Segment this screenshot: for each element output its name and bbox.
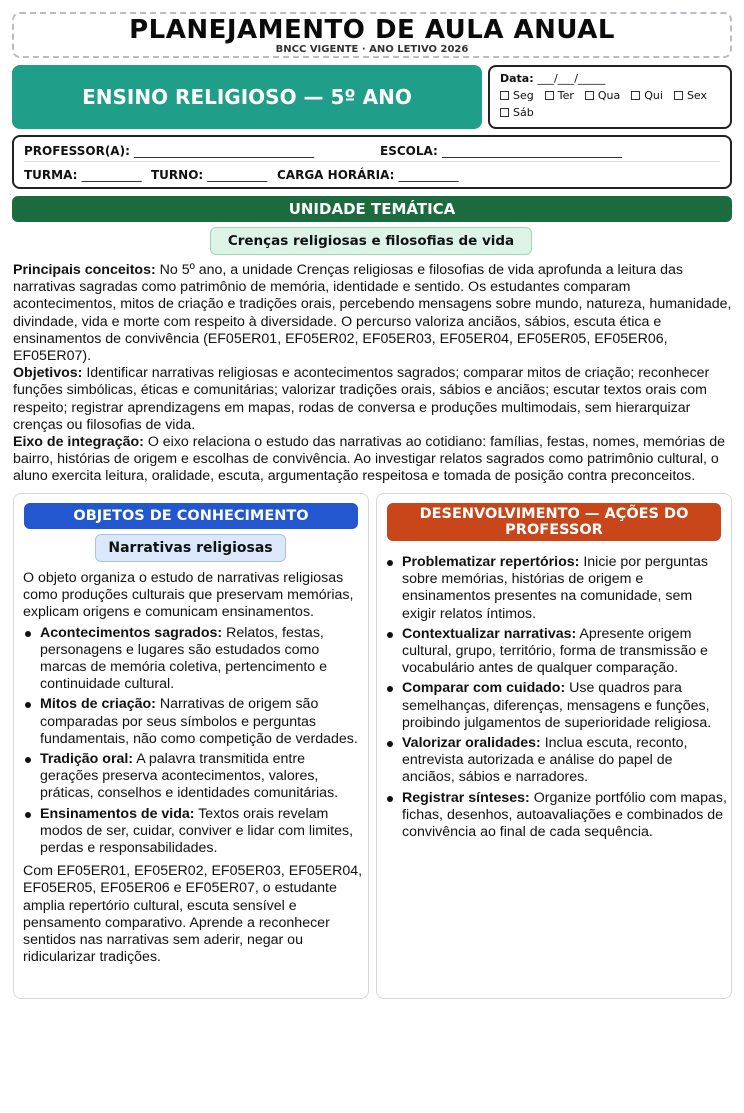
- day-label: Sex: [686, 89, 708, 102]
- item-text: A palavra transmitida entre gerações preserva acontecimentos, valores, práticas, conselhos e identidades comunitárias.: [40, 751, 339, 802]
- item-label: Mitos de criação:: [40, 696, 156, 713]
- item-label: Tradição oral:: [40, 751, 134, 768]
- escola-label: ESCOLA:: [380, 144, 438, 158]
- teacher-actions-content: [385, 551, 727, 847]
- section-label: Eixo de integração:: [13, 434, 144, 451]
- day-checkbox-sab[interactable]: [500, 104, 534, 121]
- escola-field[interactable]: [380, 144, 622, 158]
- day-checkbox-qui[interactable]: [631, 87, 663, 104]
- knowledge-objects-content: [23, 570, 363, 966]
- knowledge-objects-column: [13, 493, 369, 999]
- unit-description: [13, 262, 733, 486]
- date-box: [488, 65, 732, 129]
- weekday-checkboxes: [500, 87, 720, 121]
- item-text: Narrativas de origem são comparadas por seus símbolos e perguntas fundamentais, não como competição de verdades.: [40, 696, 358, 747]
- item-text: Organize portfólio com mapas, fichas, desenhos, autoavaliações e combinados de convivência ao final de cada sequência.: [402, 789, 727, 841]
- list-item: [385, 790, 727, 842]
- turno-label: TURNO:: [151, 167, 204, 182]
- date-field[interactable]: [500, 71, 720, 87]
- day-checkbox-ter[interactable]: [545, 87, 574, 104]
- subject-banner: [12, 65, 482, 129]
- carga-horaria-field[interactable]: [277, 168, 459, 182]
- turno-blank: __________: [207, 167, 268, 182]
- subject-title: ENSINO RELIGIOSO — 5º ANO: [82, 85, 412, 109]
- item-text: Inicie por perguntas sobre memórias, histórias de origem e ensinamentos presentes na comunidade, sem exigir relatos íntimos.: [402, 554, 708, 622]
- list-item: [385, 680, 727, 732]
- item-text: Relatos, festas, personagens e lugares são estudados como marcas de memória coletiva, pertencimento e continuidade cultural.: [40, 624, 328, 693]
- day-label: Qua: [597, 89, 621, 102]
- info-row-2: [24, 165, 720, 184]
- list-item: [23, 806, 363, 858]
- checkbox-icon: [500, 91, 509, 100]
- teacher-actions-column: [376, 493, 732, 999]
- day-label: Ter: [557, 89, 574, 102]
- list-item: [23, 751, 363, 803]
- day-checkbox-qua[interactable]: [585, 87, 620, 104]
- item-label: Problematizar repertórios:: [402, 554, 580, 570]
- checkbox-icon: [674, 91, 683, 100]
- item-label: Registrar sínteses:: [402, 789, 530, 806]
- section-text: No 5º ano, a unidade Crenças religiosas e filosofias de vida aprofunda a leitura das narrativas sagradas como patrimônio de memória, identidade e sentido. Os estudantes comparam acontecimentos, mitos de criação e tradições orais, percebendo mensagens sobre mundo, natureza, humanidade, divindade, vida e morte com respeito à diversidade. O percurso valoriza anciãos, sábios, escuta ética e ensinamentos de convivência (EF05ER01, EF05ER02, EF05ER03, EF05ER04, EF05ER05, EF05ER06, EF05ER07).: [13, 262, 732, 365]
- section-label: Objetivos:: [13, 365, 83, 382]
- turma-label: TURMA:: [24, 167, 78, 182]
- closing-paragraph: Com EF05ER01, EF05ER02, EF05ER03, EF05ER04, EF05ER05, EF05ER06 e EF05ER07, o estudante amplia repertório cultural, escuta sensível e pensamento comparativo. Aprende a reconhecer sentidos nas narrativas sem aderir, negar ou ridicularizar tradições.: [23, 863, 363, 966]
- professor-blank: ______________________________: [134, 144, 315, 158]
- day-checkbox-seg[interactable]: [500, 87, 534, 104]
- info-row-1: [24, 143, 720, 162]
- item-label: Comparar com cuidado:: [402, 680, 566, 697]
- section-label: Principais conceitos:: [13, 262, 156, 278]
- day-label: Qui: [644, 89, 663, 102]
- unit-heading: UNIDADE TEMÁTICA: [12, 196, 732, 222]
- escola-blank: ______________________________: [442, 144, 622, 158]
- carga-horaria-label: CARGA HORÁRIA:: [277, 167, 395, 182]
- section-text: O eixo relaciona o estudo das narrativas ao cotidiano: famílias, festas, nomes, memórias de bairro, histórias de origem e escolhas de convivência. Ao investigar relatos sagrados como patrimônio cultural, o aluno exercita leitura, oralidade, escuta, argumentação respeitosa e tomada de posição contra preconceitos.: [13, 434, 726, 485]
- teacher-actions-list: [385, 554, 727, 841]
- day-checkbox-sex[interactable]: [674, 87, 707, 104]
- item-text: Inclua escuta, reconto, entrevista autorizada e análise do papel de anciãos, sábios e narradores.: [402, 735, 688, 786]
- list-item: [385, 554, 727, 623]
- item-label: Ensinamentos de vida:: [40, 805, 195, 822]
- item-text: Use quadros para semelhanças, diferenças, mensagens e funções, proibindo julgamentos de superioridade religiosa.: [402, 680, 712, 731]
- day-label: Sáb: [513, 106, 534, 119]
- page-subtitle: BNCC VIGENTE · ANO LETIVO 2026: [275, 44, 469, 55]
- list-item: [23, 696, 363, 748]
- teacher-actions-heading: DESENVOLVIMENTO — AÇÕES DO PROFESSOR: [387, 503, 721, 541]
- professor-field[interactable]: [24, 144, 380, 158]
- item-label: Acontecimentos sagrados:: [40, 624, 223, 641]
- turno-field[interactable]: [151, 168, 277, 182]
- day-label: Seg: [513, 89, 534, 102]
- knowledge-object-name: Narrativas religiosas: [95, 534, 286, 562]
- checkbox-icon: [545, 91, 554, 100]
- date-label: Data:: [500, 72, 534, 85]
- concepts-paragraph: [13, 262, 733, 365]
- knowledge-list: [23, 625, 363, 858]
- list-item: [385, 735, 727, 787]
- objectives-paragraph: [13, 365, 733, 434]
- checkbox-icon: [500, 108, 509, 117]
- item-label: Valorizar oralidades:: [402, 735, 541, 752]
- item-text: Textos orais revelam modos de ser, cuidar, conviver e lidar com limites, perdas e responsabilidades.: [40, 805, 354, 857]
- checkbox-icon: [585, 91, 594, 100]
- list-item: [23, 625, 363, 694]
- date-blank: ___/___/_____: [537, 72, 606, 85]
- knowledge-objects-heading: OBJETOS DE CONHECIMENTO: [24, 503, 358, 529]
- turma-blank: __________: [81, 167, 142, 182]
- item-label: Contextualizar narrativas:: [402, 625, 577, 642]
- section-text: Identificar narrativas religiosas e acontecimentos sagrados; comparar mitos de criação; reconhecer funções simbólicas, éticas e comunitárias; valorizar tradições orais, sábios e anciãos; escutar textos orais com respeito; registrar aprendizagens em mapas, rodas de conversa e produções multimodais, sem hierarquizar crenças ou filosofias de vida.: [13, 365, 710, 433]
- page-header: [12, 12, 732, 58]
- item-text: Apresente origem cultural, grupo, território, forma de transmissão e vocabulário antes de qualquer comparação.: [402, 625, 708, 677]
- checkbox-icon: [631, 91, 640, 100]
- professor-label: PROFESSOR(A):: [24, 144, 130, 158]
- teacher-info-box: [12, 135, 732, 189]
- intro-paragraph: O objeto organiza o estudo de narrativas religiosas como produções culturais que preservam memórias, explicam origens e comunicam ensinamentos.: [23, 570, 354, 621]
- list-item: [385, 626, 727, 678]
- integration-paragraph: [13, 434, 733, 486]
- turma-field[interactable]: [24, 168, 151, 182]
- carga-horaria-blank: __________: [398, 167, 459, 182]
- unit-name: Crenças religiosas e filosofias de vida: [210, 227, 532, 255]
- page-title: PLANEJAMENTO DE AULA ANUAL: [129, 15, 615, 45]
